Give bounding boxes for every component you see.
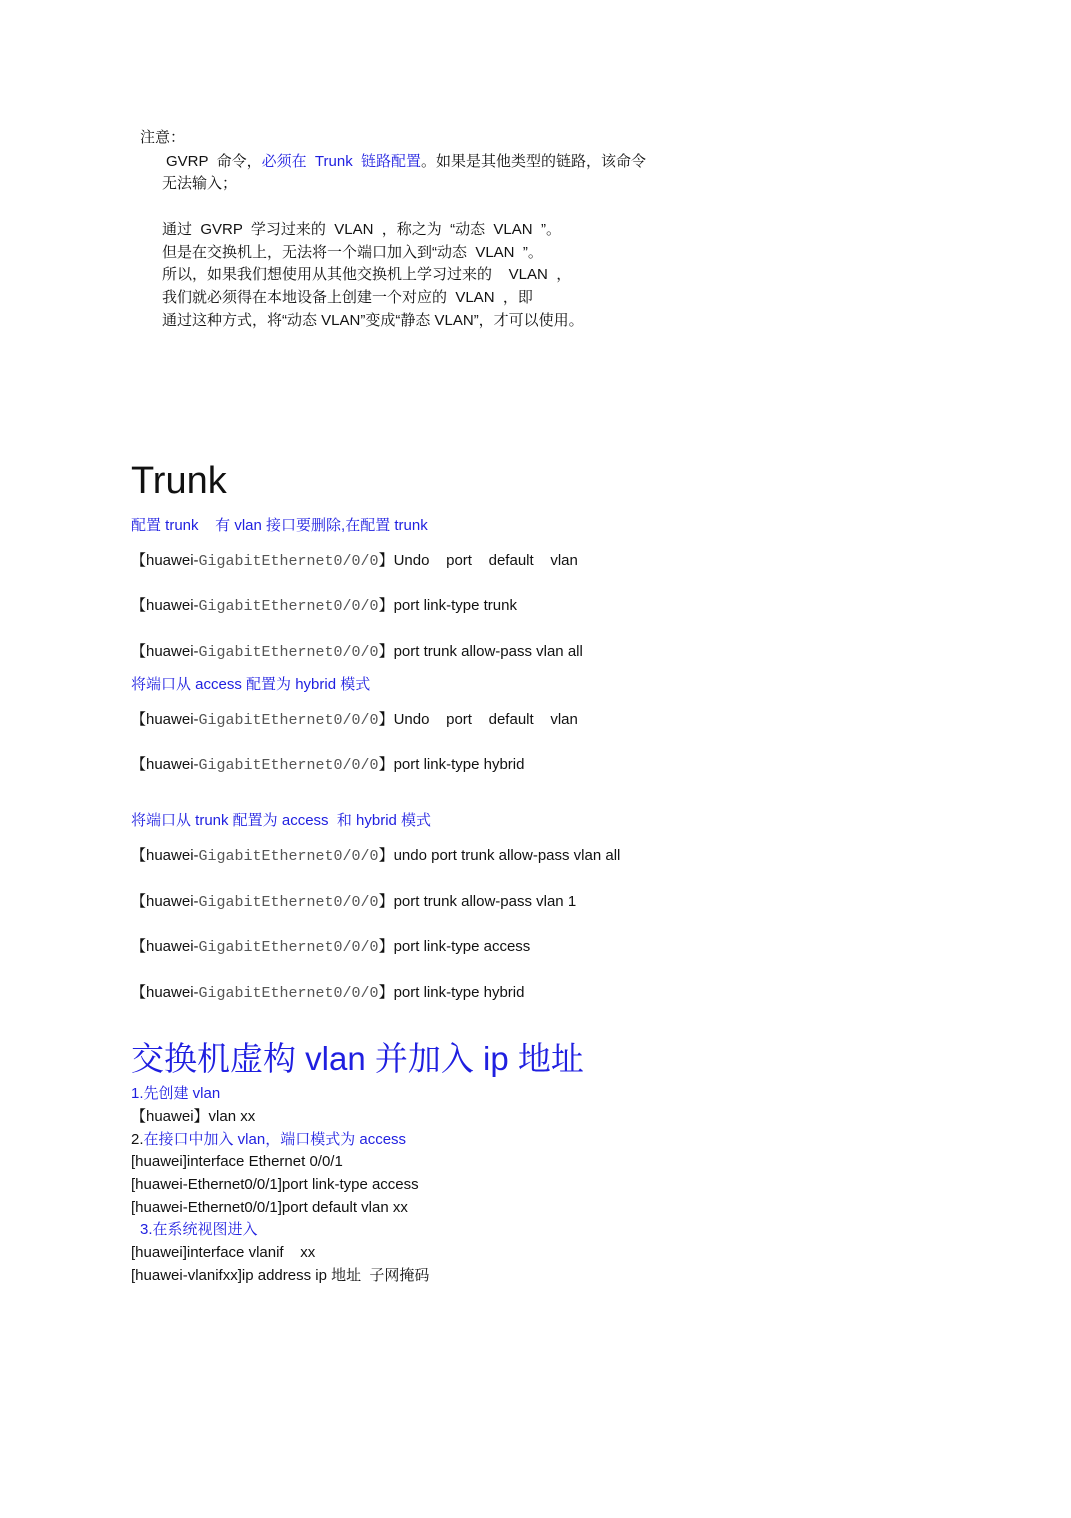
command-prefix: 【huawei- <box>131 984 199 1001</box>
command-prefix: 【huawei- <box>131 552 199 569</box>
note-label: 注意： <box>140 129 186 146</box>
trunk-command-line <box>131 846 620 867</box>
trunk-command-line <box>131 983 524 1004</box>
command-text: undo port trunk allow-pass vlan all <box>393 847 621 864</box>
command-text: port trunk allow-pass vlan all <box>393 643 583 660</box>
note-line-4: 但是在交换机上，无法将一个端口加入到“动态 VLAN ”。 <box>162 244 543 261</box>
trunk-subheading-2: 将端口从 access 配置为 hybrid 模式 <box>131 676 371 693</box>
command-bracket: 】 <box>378 893 394 910</box>
interface-name: GigabitEthernet0/0/0 <box>198 848 379 865</box>
command-bracket: 】 <box>378 984 394 1001</box>
trunk-command-line <box>131 710 578 731</box>
vlanif-command-1: 【huawei】vlan xx <box>131 1108 256 1125</box>
vlanif-command-6: [huawei-vlanifxx]ip address ip 地址 子网掩码 <box>131 1267 430 1284</box>
command-prefix: 【huawei- <box>131 938 199 955</box>
command-prefix: 【huawei- <box>131 597 199 614</box>
command-prefix: 【huawei- <box>131 643 199 660</box>
vlanif-heading: 交换机虚构 vlan 并加入 ip 地址 <box>131 1040 584 1077</box>
command-bracket: 】 <box>378 938 394 955</box>
command-text: Undo port default vlan <box>393 552 578 569</box>
command-text: Undo port default vlan <box>393 711 578 728</box>
interface-name: GigabitEthernet0/0/0 <box>198 757 379 774</box>
note-line-1 <box>166 152 646 172</box>
vlanif-command-4: [huawei-Ethernet0/0/1]port default vlan xx <box>131 1199 408 1216</box>
trunk-command-line <box>131 755 524 776</box>
command-text: port link-type hybrid <box>393 984 525 1001</box>
command-prefix: 【huawei- <box>131 711 199 728</box>
command-bracket: 】 <box>378 711 394 728</box>
command-prefix: 【huawei- <box>131 893 199 910</box>
trunk-subheading-1: 配置 trunk 有 vlan 接口要删除,在配置 trunk <box>131 517 428 534</box>
command-prefix: 【huawei- <box>131 756 199 773</box>
command-text: port trunk allow-pass vlan 1 <box>393 893 577 910</box>
vlanif-step-2-number: 2. <box>131 1131 144 1148</box>
trunk-command-line <box>131 892 576 913</box>
vlanif-step-2 <box>131 1130 406 1150</box>
interface-name: GigabitEthernet0/0/0 <box>198 598 379 615</box>
vlanif-command-5: [huawei]interface vlanif xx <box>131 1244 316 1261</box>
vlanif-command-3: [huawei-Ethernet0/0/1]port link-type access <box>131 1176 419 1193</box>
command-bracket: 】 <box>378 756 394 773</box>
command-bracket: 】 <box>378 643 394 660</box>
trunk-command-line <box>131 551 578 572</box>
vlanif-step-3: 3.在系统视图进入 <box>140 1221 258 1238</box>
note-line-6: 我们就必须得在本地设备上创建一个对应的 VLAN ，即 <box>162 289 533 306</box>
interface-name: GigabitEthernet0/0/0 <box>198 644 379 661</box>
trunk-command-line <box>131 642 583 663</box>
note-line-7: 通过这种方式，将“动态 VLAN”变成“静态 VLAN”，才可以使用。 <box>162 312 584 329</box>
command-text: port link-type access <box>393 938 531 955</box>
interface-name: GigabitEthernet0/0/0 <box>198 712 379 729</box>
trunk-subheading-3: 将端口从 trunk 配置为 access 和 hybrid 模式 <box>131 812 432 829</box>
note-line-5: 所以，如果我们想使用从其他交换机上学习过来的 VLAN ， <box>162 266 572 283</box>
vlanif-step-2-text: 在接口中加入 vlan，端口模式为 access <box>143 1131 407 1148</box>
note-line-3: 通过 GVRP 学习过来的 VLAN ，称之为 “动态 VLAN ”。 <box>162 221 561 238</box>
command-bracket: 】 <box>378 847 394 864</box>
interface-name: GigabitEthernet0/0/0 <box>198 939 379 956</box>
note-line-1-pre: GVRP 命令， <box>166 153 262 170</box>
interface-name: GigabitEthernet0/0/0 <box>198 553 379 570</box>
vlanif-command-2: [huawei]interface Ethernet 0/0/1 <box>131 1153 343 1170</box>
trunk-command-line <box>131 937 530 958</box>
command-prefix: 【huawei- <box>131 847 199 864</box>
vlanif-step-1: 1.先创建 vlan <box>131 1085 221 1102</box>
command-text: port link-type trunk <box>393 597 517 614</box>
trunk-command-line <box>131 596 517 617</box>
command-bracket: 】 <box>378 552 394 569</box>
note-line-2: 无法输入； <box>162 175 238 192</box>
trunk-heading: Trunk <box>131 460 227 502</box>
note-line-1-highlight: 必须在 Trunk 链路配置 <box>261 153 422 170</box>
interface-name: GigabitEthernet0/0/0 <box>198 894 379 911</box>
interface-name: GigabitEthernet0/0/0 <box>198 985 379 1002</box>
command-bracket: 】 <box>378 597 394 614</box>
command-text: port link-type hybrid <box>393 756 525 773</box>
note-line-1-post: 。如果是其他类型的链路，该命令 <box>421 153 647 170</box>
